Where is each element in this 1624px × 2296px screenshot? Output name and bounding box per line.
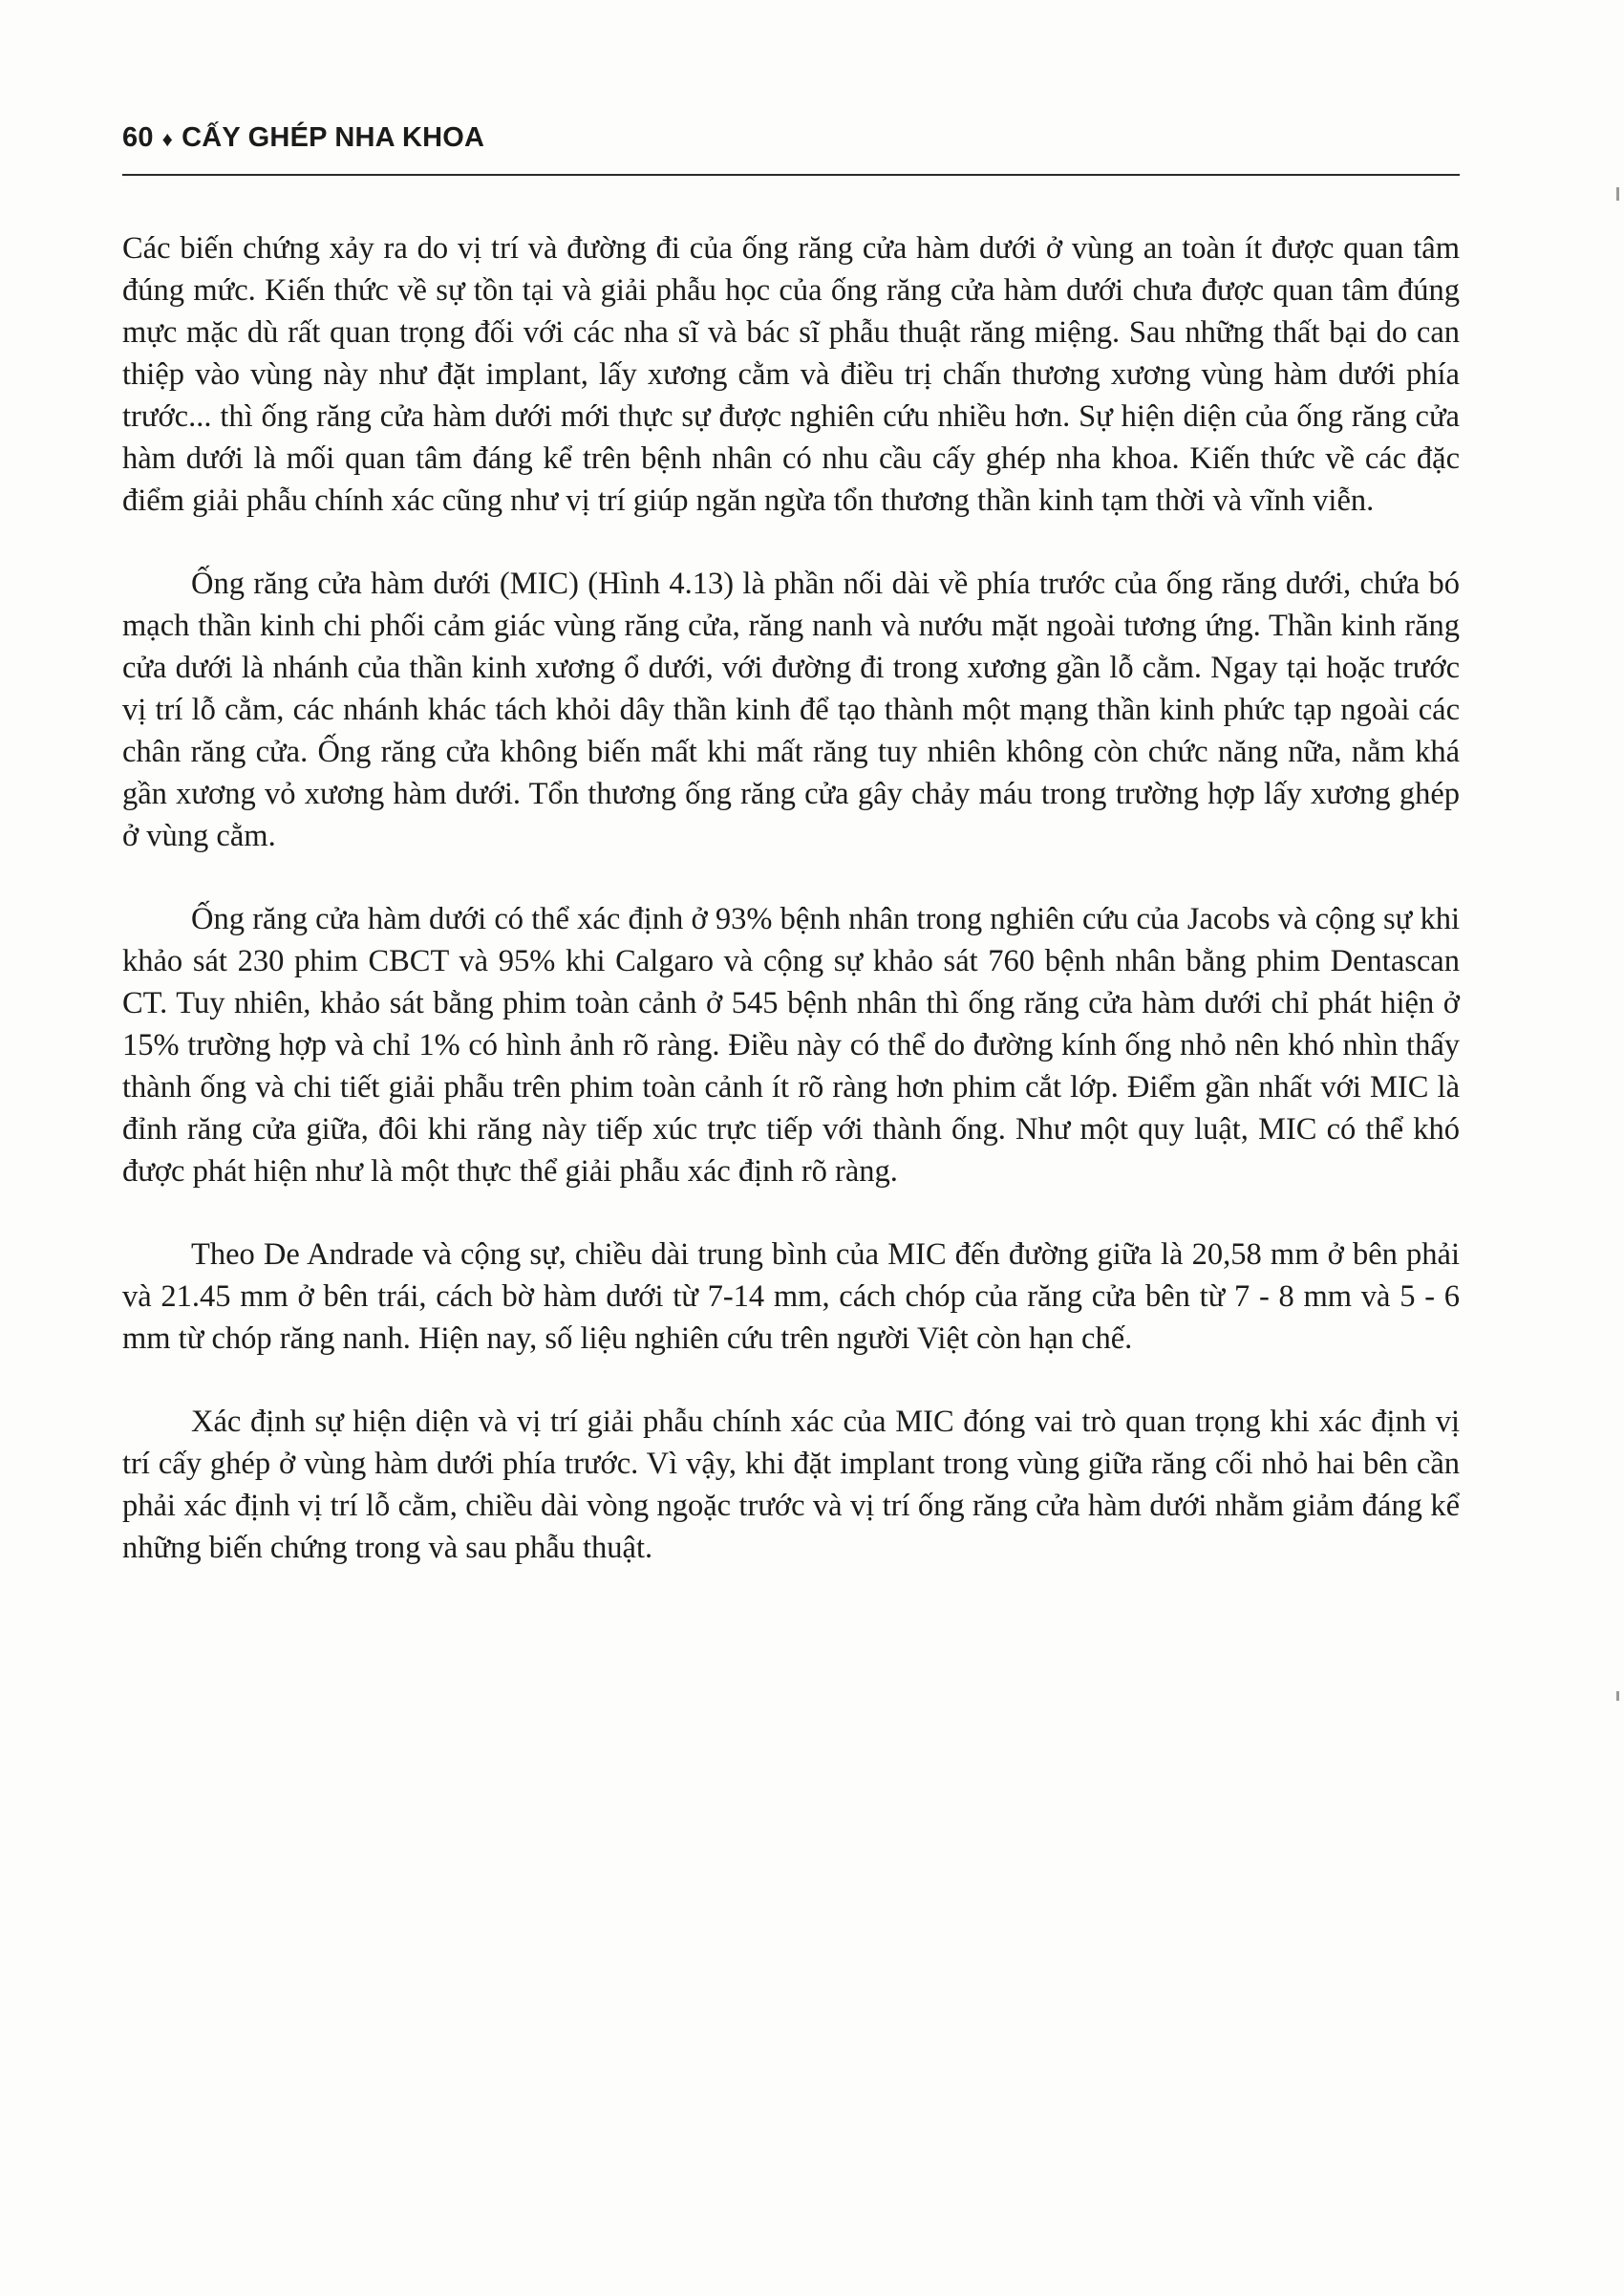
paragraph-2: Ống răng cửa hàm dưới (MIC) (Hình 4.13) là phần nối dài về phía trước của ống răng dưới, chứa bó mạch thần kinh chi phối cảm giác vùng răng cửa, răng nanh và nướu mặt ngoài tương ứng. Thần kinh răng cửa dưới là nhánh của thần kinh xương ổ dưới, với đường đi trong xương gần lỗ cằm. Ngay tại hoặc trước vị trí lỗ cằm, các nhánh khác tách khỏi dây thần kinh để tạo thành một mạng thần kinh phức tạp ngoài các chân răng cửa. Ống răng cửa không biến mất khi mất răng tuy nhiên không còn chức năng nữa, nằm khá gần xương vỏ xương hàm dưới. Tổn thương ống răng cửa gây chảy máu trong trường hợp lấy xương ghép ở vùng cằm.	[122, 567, 1460, 853]
diamond-separator-icon: ♦	[161, 127, 174, 151]
paragraph-4: Theo De Andrade và cộng sự, chiều dài trung bình của MIC đến đường giữa là 20,58 mm ở bên phải và 21.45 mm ở bên trái, cách bờ hàm dưới từ 7-14 mm, cách chóp của răng cửa bên từ 7 - 8 mm và 5 - 6 mm từ chóp răng nanh. Hiện nay, số liệu nghiên cứu trên người Việt còn hạn chế.	[122, 1237, 1460, 1356]
paragraph-5: Xác định sự hiện diện và vị trí giải phẫu chính xác của MIC đóng vai trò quan trọng khi xác định vị trí cấy ghép ở vùng hàm dưới phía trước. Vì vậy, khi đặt implant trong vùng giữa răng cối nhỏ hai bên cần phải xác định vị trí lỗ cằm, chiều dài vòng ngoặc trước và vị trí ống răng cửa hàm dưới nhằm giảm đáng kể những biến chứng trong và sau phẫu thuật.	[122, 1405, 1460, 1565]
header-divider	[122, 174, 1460, 176]
paragraph-3: Ống răng cửa hàm dưới có thể xác định ở 93% bệnh nhân trong nghiên cứu của Jacobs và cộng sự khi khảo sát 230 phim CBCT và 95% khi Calgaro và cộng sự khảo sát 760 bệnh nhân bằng phim Dentascan CT. Tuy nhiên, khảo sát bằng phim toàn cảnh ở 545 bệnh nhân thì ống răng cửa hàm dưới chỉ phát hiện ở 15% trường hợp và chỉ 1% có hình ảnh rõ ràng. Điều này có thể do đường kính ống nhỏ nên khó nhìn thấy thành ống và chi tiết giải phẫu trên phim toàn cảnh ít rõ ràng hơn phim cắt lớp. Điểm gần nhất với MIC là đỉnh răng cửa giữa, đôi khi răng này tiếp xúc trực tiếp với thành ống. Như một quy luật, MIC có thể khó được phát hiện như là một thực thể giải phẫu xác định rõ ràng.	[122, 902, 1460, 1189]
body-text	[122, 227, 1460, 1610]
paragraph-1: Các biến chứng xảy ra do vị trí và đường đi của ống răng cửa hàm dưới ở vùng an toàn ít được quan tâm đúng mức. Kiến thức về sự tồn tại và giải phẫu học của ống răng cửa hàm dưới chưa được quan tâm đúng mực mặc dù rất quan trọng đối với các nha sĩ và bác sĩ phẫu thuật răng miệng. Sau những thất bại do can thiệp vào vùng này như đặt implant, lấy xương cằm và điều trị chấn thương xương vùng hàm dưới phía trước... thì ống răng cửa hàm dưới mới thực sự được nghiên cứu nhiều hơn. Sự hiện diện của ống răng cửa hàm dưới là mối quan tâm đáng kể trên bệnh nhân có nhu cầu cấy ghép nha khoa. Kiến thức về các đặc điểm giải phẫu chính xác cũng như vị trí giúp ngăn ngừa tổn thương thần kinh tạm thời và vĩnh viễn.	[122, 231, 1460, 518]
scan-edge-mark	[1616, 1691, 1619, 1701]
page-number: 60	[122, 122, 154, 153]
scan-edge-mark	[1616, 187, 1619, 201]
book-title: CẤY GHÉP NHA KHOA	[182, 122, 485, 153]
running-header	[122, 122, 1460, 154]
